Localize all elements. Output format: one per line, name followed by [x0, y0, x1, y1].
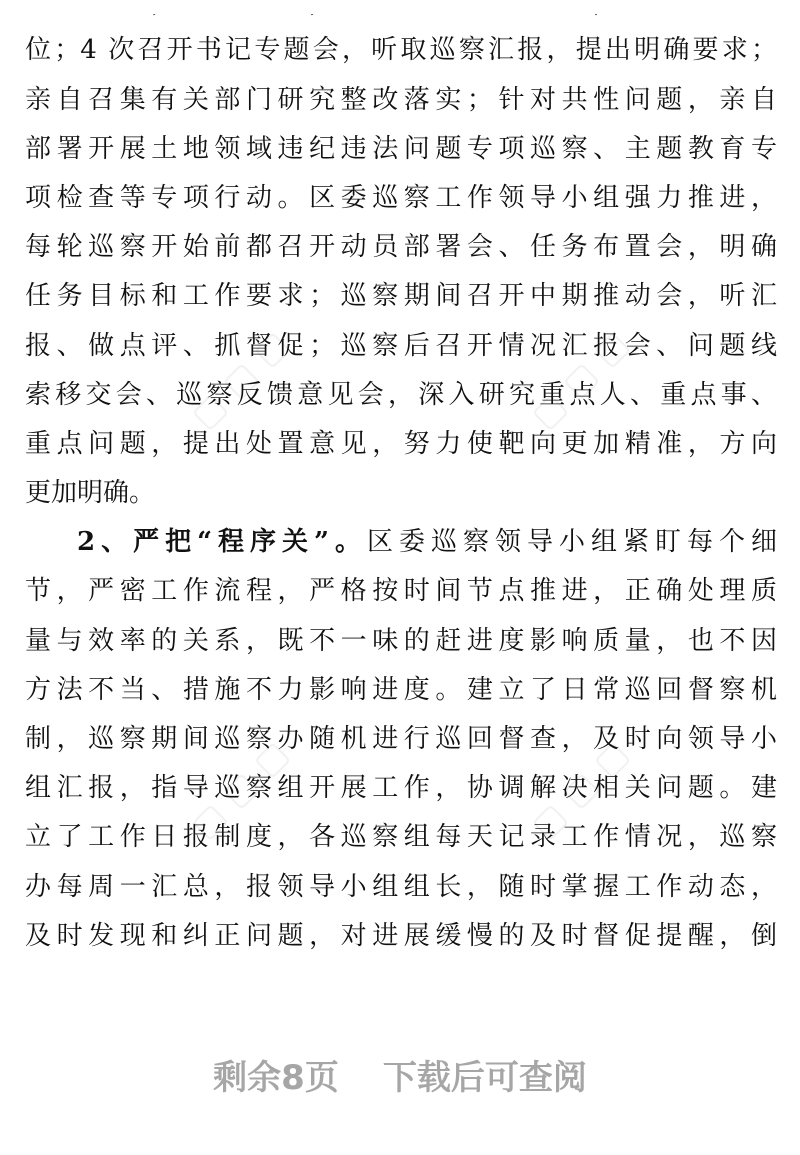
watermark-decoration: ▢ ▢ ▢ — [183, 323, 297, 437]
download-hint-text: 下载后可查阅 — [382, 1058, 587, 1098]
body-text-line: 位；4 次召开书记专题会，听取巡察汇报，提出明确要求； — [25, 35, 777, 65]
watermark-decoration: ▢ ▢ ▢ — [523, 323, 637, 437]
section-first-line-text: 区委巡察领导小组紧盯每个细 — [367, 527, 777, 557]
body-text-line: 量与效率的关系，既不一味的赶进度影响质量，也不因 — [25, 626, 777, 656]
section-first-line — [77, 518, 777, 566]
body-text-line: 任务目标和工作要求；巡察期间召开中期推动会，听汇 — [25, 281, 777, 311]
body-text-line: 部署开展土地领域违纪违法问题专项巡察、主题教育专 — [25, 134, 777, 164]
body-text-line: 报、做点评、抓督促；巡察后召开情况汇报会、问题线 — [25, 331, 777, 361]
body-text-line: 项检查等专项行动。区委巡察工作领导小组强力推进， — [25, 183, 777, 213]
body-text-line: 办每周一汇总，报领导小组组长，随时掌握工作动态， — [25, 872, 777, 902]
body-text-line: 每轮巡察开始前都召开动员部署会、任务布置会，明确 — [25, 232, 777, 262]
body-text-line: 节，严密工作流程，严格按时间节点推进，正确处理质 — [25, 576, 777, 606]
body-text-line: 更加明确。 — [25, 478, 156, 508]
body-text-line: 重点问题，提出处置意见，努力使靶向更加精准，方向 — [25, 429, 777, 459]
watermark-decoration: ▢ ▢ ▢ — [523, 733, 637, 847]
watermark-decoration: ▢ ▢ ▢ — [183, 733, 297, 847]
body-text-line: 及时发现和纠正问题，对进展缓慢的及时督促提醒，倒 — [25, 921, 777, 951]
body-text-line: 方法不当、措施不力影响进度。建立了日常巡回督察机 — [25, 675, 777, 705]
body-text-line: 立了工作日报制度，各巡察组每天记录工作情况，巡察 — [25, 822, 777, 852]
remaining-pages-text: 剩余8页 — [213, 1058, 339, 1098]
body-text-line: 制，巡察期间巡察办随机进行巡回督查，及时向领导小 — [25, 724, 777, 754]
page-top-edge — [0, 0, 800, 14]
section-heading: 2、严把“程序关”。 — [77, 527, 367, 557]
body-text-line: 亲自召集有关部门研究整改落实；针对共性问题，亲自 — [25, 85, 777, 115]
body-text-line: 索移交会、巡察反馈意见会，深入研究重点人、重点事、 — [25, 380, 777, 410]
download-prompt[interactable] — [0, 1048, 800, 1108]
body-text-line: 组汇报，指导巡察组开展工作，协调解决相关问题。建 — [25, 773, 777, 803]
